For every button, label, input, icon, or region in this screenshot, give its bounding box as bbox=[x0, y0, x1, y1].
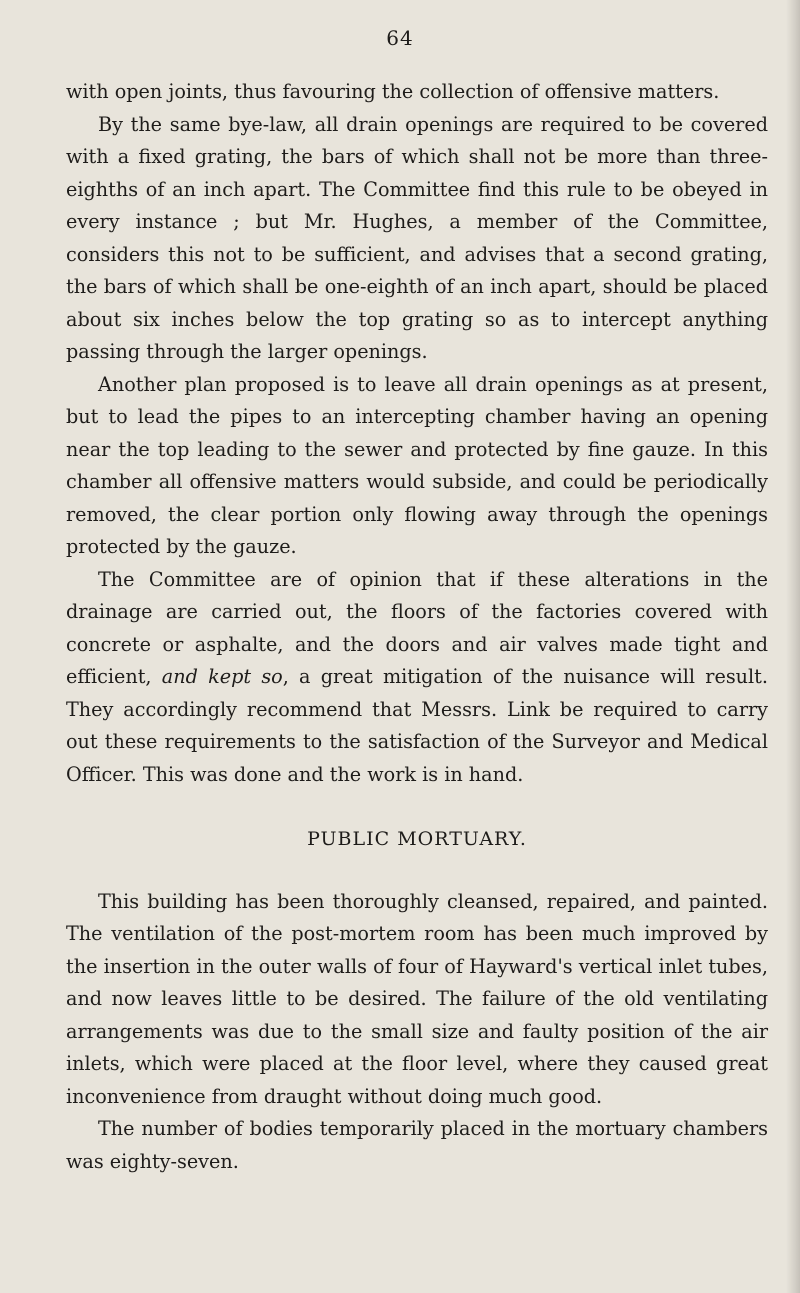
paragraph-mortuary-building: This building has been thoroughly cleansed, repaired, and painted. The ventilation of the post-mortem room has been much improved by the insertion in the outer walls of four of Hayward's vertical inlet tubes, and now leaves little to be desired. The failure of the old ventilating arrangements was due to the small size and faulty position of the air inlets, which were placed at the floor level, where they caused great inconvenience from draught without doing much good. bbox=[66, 889, 768, 1108]
paragraph-bye-law: By the same bye-law, all drain openings are required to be covered with a fixed grating, the bars of which shall not be more than three-eighths of an inch apart. The Committee find this rule to be obeyed in every instance ; but Mr. Hughes, a member of the Committee, considers this not to be sufficient, and advises that a second grating, the bars of which shall be one-eighth of an inch apart, should be placed about six inches below the top grating so as to intercept anything passing through the larger openings. bbox=[66, 112, 768, 363]
paragraph-continuation: with open joints, thus favouring the collection of offensive matters. bbox=[66, 80, 720, 103]
opinion-text-after: , a great mitigation of the nuisance will result. They accordingly recommend that Messrs. Link be required to carry out these requirements to the satisfaction of the Surveyor and Medical Officer. This was done and the work is in hand. bbox=[66, 665, 768, 786]
opinion-text-before: The Committee are of opinion that if these alterations in the drainage are carried out, the floors of the factories covered with concrete or asphalte, and the doors and air valves made tight and efficient, bbox=[66, 567, 768, 688]
opinion-italic-text: and kept so bbox=[161, 665, 283, 688]
paragraph-intercepting-chamber: Another plan proposed is to leave all drain openings as at present, but to lead the pipes to an intercepting chamber having an opening near the top leading to the sewer and protected by fine gauze. In this chamber all offensive matters would subside, and could be periodically removed, the clear portion only flowing away through the openings protected by the gauze. bbox=[66, 372, 768, 558]
section-heading: PUBLIC MORTUARY. bbox=[307, 828, 527, 850]
paragraph-mortuary-bodies: The number of bodies temporarily placed in the mortuary chambers was eighty-seven. bbox=[66, 1117, 768, 1173]
page-edge-shadow bbox=[786, 0, 800, 1293]
body-text bbox=[66, 76, 768, 1178]
page-number: 64 bbox=[386, 26, 414, 50]
paragraph-committee-opinion bbox=[66, 564, 768, 792]
